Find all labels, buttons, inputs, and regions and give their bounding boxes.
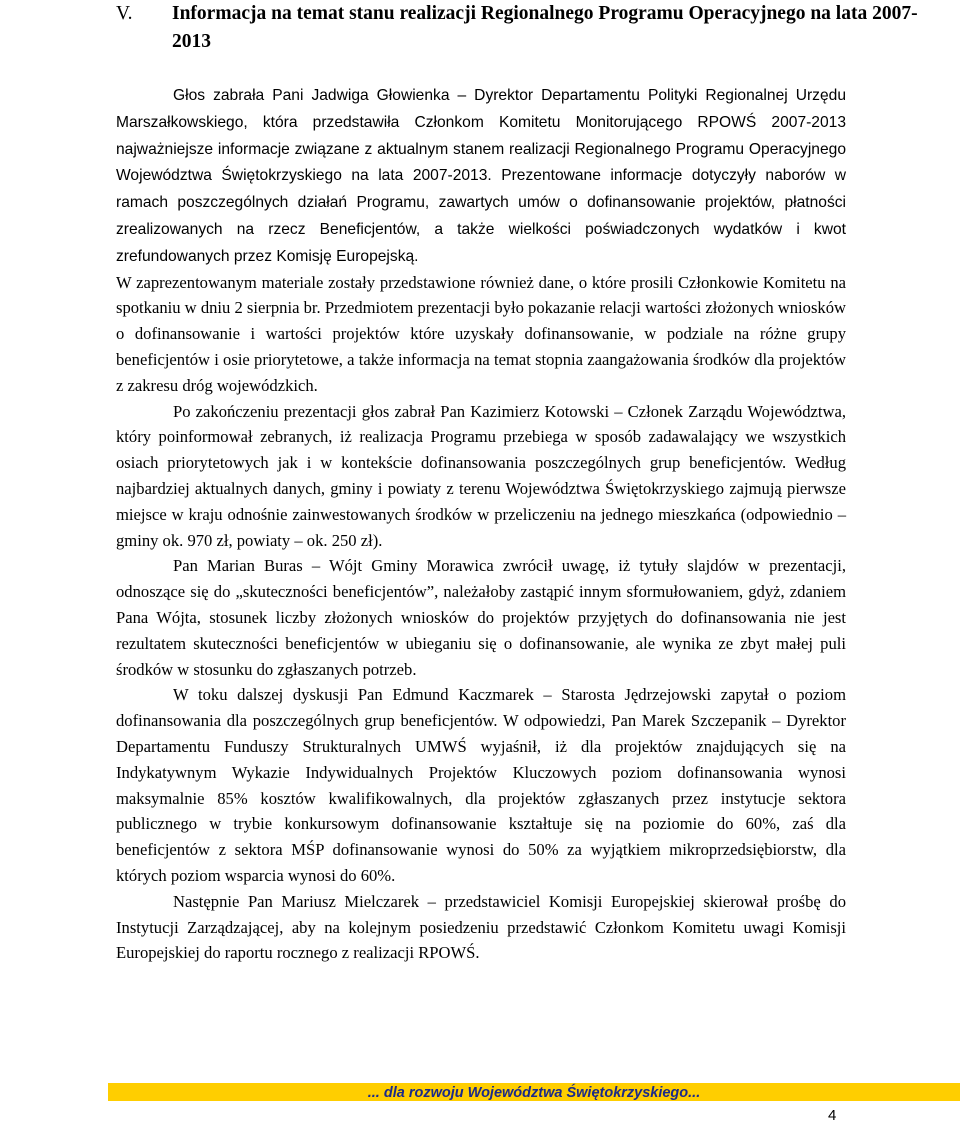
paragraph-mielczarek: Następnie Pan Mariusz Mielczarek – przedstawiciel Komisji Europejskiej skierował prośbę do Instytucji Zarządzającej, aby na kolejnym posiedzeniu przedstawić Członkom Komitetu uwagi Komisji Europejskiej do raportu rocznego z realizacji RPOWŚ. [116,891,846,963]
paragraph-materials-text: W zaprezentowanym materiale zostały przedstawione również dane, o które prosili Członkowie Komitetu na spotkaniu w dniu 2 sierpnia br. [116,272,846,318]
paragraph-intro-text: Głos zabrała Pani Jadwiga Głowienka – Dyrektor Departamentu Polityki Regionalnej Urzędu Marszałkowskiego, która przedstawiła Członkom Komitetu Monitorującego RPOWŚ 2007-2013 najważniejsze informacje związane z aktualnym stanem realizacji Regionalnego Programu Operacyjnego Województwa Świętokrzyskiego na lata 2007-2013. Prezentowane informacje dotyczyły naborów w ramach poszczególnych działań Programu, zawartych umów o dofinansowanie projektów, płatności zrealizowanych na rzecz Beneficjentów, a także wielkości poświadczonych wydatków i kwot zrefundowanych przez Komisję Europejską. [116,87,846,265]
document-body [116,82,846,966]
paragraph-materials [116,270,846,399]
paragraph-materials-subject: Przedmiotem prezentacji było pokazanie relacji wartości złożonych wniosków o dofinansowanie i wartości projektów które uzyskały dofinansowanie, w podziale na różne grupy beneficjentów i osie priorytetowe, a także informacja na temat stopnia zaangażowania środków dla projektów z zakresu dróg wojewódzkich. [116,298,846,395]
paragraph-kaczmarek: W toku dalszej dyskusji Pan Edmund Kaczmarek – Starosta Jędrzejowski zapytał o poziom dofinansowania dla poszczególnych grup beneficjentów. W odpowiedzi, Pan Marek Szczepanik – Dyrektor Departamentu Funduszy Strukturalnych UMWŚ wyjaśnił, iż dla projektów znajdujących się na Indykatywnym Wykazie Indywidualnych Projektów Kluczowych poziom dofinansowania wynosi maksymalnie 85% kosztów kwalifikowalnych, dla projektów zgłaszanych przez instytucje sektora publicznego w trybie konkursowym dofinansowanie kształtuje się na poziomie do 60%, zaś dla beneficjentów z sektora MŚP dofinansowanie wynosi do 50% za wyjątkiem mikroprzedsiębiorstw, dla których poziom wsparcia wynosi do 60%. [116,685,846,885]
section-number: V. [116,3,133,24]
section-title: Informacja na temat stanu realizacji Regionalnego Programu Operacyjnego na lata 2007-2013 [172,3,918,52]
paragraph-intro [116,82,846,270]
page-number: 4 [828,1107,837,1124]
paragraph-buras: Pan Marian Buras – Wójt Gminy Morawica zwrócił uwagę, iż tytuły slajdów w prezentacji, odnoszące się do „skuteczności beneficjentów”, należałoby zastąpić innym sformułowaniem, gdyż, zdaniem Pana Wójta, stosunek liczby złożonych wniosków do projektów przyjętych do dofinansowania nie jest rezultatem skuteczności beneficjentów w ubieganiu się o dofinansowanie, ale wynika ze zbyt małej puli środków w stosunku do zgłaszanych potrzeb. [116,556,846,679]
section-heading [116,0,946,56]
footer-banner [108,1083,960,1101]
footer-slogan: ... dla rozwoju Województwa Świętokrzyskiego... [367,1085,701,1101]
paragraph-kotowski: Po zakończeniu prezentacji głos zabrał Pan Kazimierz Kotowski – Członek Zarządu Województwa, który poinformował zebranych, iż realizacja Programu przebiega w sposób zadawalający we wszystkich osiach priorytetowych jak i w kontekście dofinansowania poszczególnych grup beneficjentów. Według najbardziej aktualnych danych, gminy i powiaty z terenu Województwa Świętokrzyskiego zajmują pierwsze miejsce w kraju odnośnie zainwestowanych środków w przeliczeniu na jednego mieszkańca (odpowiednio – gminy ok. 970 zł, powiaty – ok. 250 zł). [116,401,846,550]
